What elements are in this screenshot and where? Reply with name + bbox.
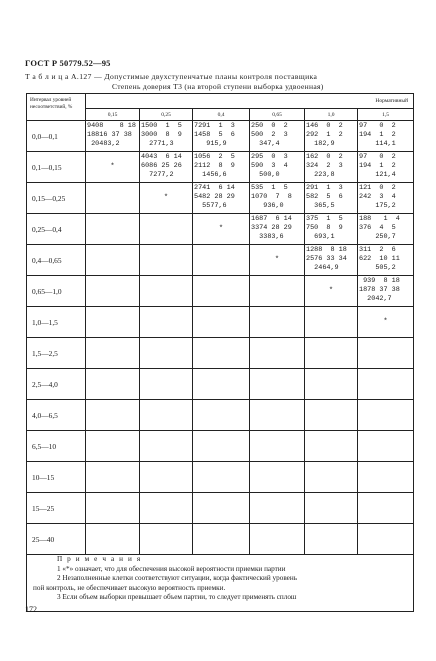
plan-cell: 311 2 6 622 10 11 505,2 [358,245,414,276]
plan-cell [86,493,140,524]
plan-cell [86,183,140,214]
row-label: 0,25—0,4 [27,214,86,245]
plan-cell [305,400,358,431]
plan-cell [305,307,358,338]
plan-cell [86,400,140,431]
table-row [27,276,414,307]
plan-cell: 1500 1 5 3000 8 9 2771,3 [140,121,193,152]
plan-cell [86,307,140,338]
plan-cell [193,338,250,369]
column-header: 0,15 [86,109,140,121]
plan-cell [250,338,305,369]
table-row [27,400,414,431]
plan-cell: 2741 6 14 5482 28 29 5577,6 [193,183,250,214]
plan-cell [250,431,305,462]
plan-cell [193,276,250,307]
column-header: 0,65 [250,109,305,121]
plan-cell [193,524,250,555]
plan-cell [140,307,193,338]
plan-cell [140,462,193,493]
table-row [27,307,414,338]
plan-cell [193,431,250,462]
plan-cell: 146 0 2 292 1 2 182,9 [305,121,358,152]
column-header: 1,5 [358,109,414,121]
column-header: 1,0 [305,109,358,121]
plan-cell [358,369,414,400]
row-label: 10—15 [27,462,86,493]
plan-cell [140,524,193,555]
row-label: 0,1—0,15 [27,152,86,183]
unfeasible-marker: * [193,214,250,245]
table-row [27,369,414,400]
row-label: 4,0—6,5 [27,400,86,431]
unfeasible-marker: * [250,245,305,276]
column-header: 0,4 [193,109,250,121]
row-label: 15—25 [27,493,86,524]
plan-cell [305,431,358,462]
plan-cell [358,493,414,524]
plan-cell: 4043 6 14 6086 25 26 7277,2 [140,152,193,183]
table-row [27,183,414,214]
note-2b: пой контроль, не обеспечивает высокую вероятность приемки. [33,583,226,592]
normative-label: Нормативный [86,94,414,109]
plan-cell [140,276,193,307]
plan-cell [250,462,305,493]
table-row [27,152,414,183]
standard-number: ГОСТ Р 50779.52—95 [25,58,111,68]
unfeasible-marker: * [305,276,358,307]
unfeasible-marker: * [86,152,140,183]
plan-cell: 295 0 3 590 3 4 500,0 [250,152,305,183]
notes-heading: П р и м е ч а н и я [57,555,142,563]
plan-cell [86,369,140,400]
plan-cell: 162 0 2 324 2 3 223,8 [305,152,358,183]
table-row [27,121,414,152]
note-2a: 2 Незаполненные клетки соответствуют ситуации, когда фактический уровень [57,574,297,583]
plan-cell [250,276,305,307]
plan-cell: 188 1 4 376 4 5 250,7 [358,214,414,245]
plan-cell: 250 0 2 500 2 3 347,4 [250,121,305,152]
plan-cell [140,400,193,431]
column-header: 0,25 [140,109,193,121]
plan-cell [358,431,414,462]
plan-cell [305,524,358,555]
plan-cell [193,369,250,400]
page-number: 172 [25,605,37,614]
plan-cell [140,338,193,369]
plan-cell [86,214,140,245]
row-label: 0,65—1,0 [27,276,86,307]
plan-cell [193,493,250,524]
table-row [27,214,414,245]
table-row [27,462,414,493]
plan-cell [358,524,414,555]
table-row [27,338,414,369]
plan-cell [140,431,193,462]
table-caption-line1: Т а б л и ц а А.127 — Допустимые двухступенчатые планы контроля поставщика [25,72,318,81]
corner-title: Интервал уровней несоответствий, % [27,94,86,121]
plan-cell: 7291 1 3 1458 5 6 915,9 [193,121,250,152]
plan-cell [358,462,414,493]
plan-cell [358,400,414,431]
note-1: 1 «*» означает, что для обеспечения высокой вероятности приемки партии [57,564,286,573]
table-row [27,524,414,555]
unfeasible-marker: * [358,307,414,338]
unfeasible-marker: * [140,183,193,214]
plan-cell [358,338,414,369]
plan-cell [250,493,305,524]
plan-cell: 375 1 5 750 8 9 693,1 [305,214,358,245]
row-label: 1,5—2,5 [27,338,86,369]
row-label: 6,5—10 [27,431,86,462]
table-caption-line2: Степень доверия Т3 (на второй ступени выборка удвоенная) [112,82,324,91]
plan-cell [305,493,358,524]
row-label: 0,4—0,65 [27,245,86,276]
plan-cell: 9408 8 18 18816 37 38 20483,2 [86,121,140,152]
plan-cell [140,369,193,400]
plan-cell [305,462,358,493]
plan-cell [140,214,193,245]
plan-cell [86,245,140,276]
note-3: 3 Если объем выборки превышает объем партии, то следует применять сплош [57,593,297,602]
plan-cell: 535 1 5 1070 7 8 936,0 [250,183,305,214]
table-row [27,245,414,276]
plan-cell: 97 0 2 194 1 2 121,4 [358,152,414,183]
plan-cell [193,307,250,338]
plan-cell [86,462,140,493]
plan-cell [250,369,305,400]
plan-cell [250,307,305,338]
table-row [27,431,414,462]
row-label: 0,0—0,1 [27,121,86,152]
row-label: 0,15—0,25 [27,183,86,214]
plan-cell [86,431,140,462]
plan-cell [140,245,193,276]
plan-cell: 1288 8 18 2576 33 34 2464,9 [305,245,358,276]
plan-cell [305,338,358,369]
plan-cell [86,338,140,369]
sampling-plans-table [26,93,414,612]
row-label: 25—40 [27,524,86,555]
row-label: 2,5—4,0 [27,369,86,400]
plan-cell [193,400,250,431]
plan-cell [86,276,140,307]
plan-cell [140,493,193,524]
plan-cell [193,245,250,276]
plan-cell: 1056 2 5 2112 8 9 1456,6 [193,152,250,183]
plan-cell: 121 0 2 242 3 4 175,2 [358,183,414,214]
plan-cell [250,400,305,431]
plan-cell: 291 1 3 582 5 6 365,5 [305,183,358,214]
notes-block [27,555,414,612]
row-label: 1,0—1,5 [27,307,86,338]
plan-cell: 1687 6 14 3374 28 29 3383,6 [250,214,305,245]
plan-cell [193,462,250,493]
plan-cell [250,524,305,555]
table-row [27,493,414,524]
plan-cell [305,369,358,400]
plan-cell: 97 0 2 194 1 2 114,1 [358,121,414,152]
plan-cell [86,524,140,555]
plan-cell: 939 8 18 1878 37 38 2042,7 [358,276,414,307]
